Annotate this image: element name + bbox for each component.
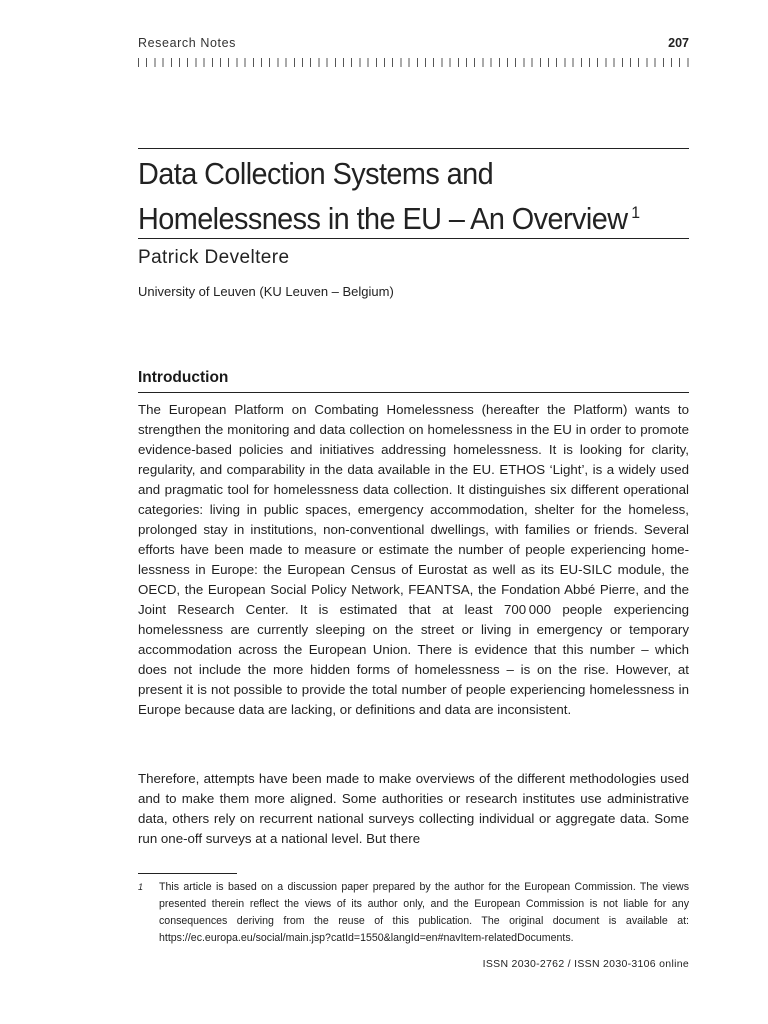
section-heading: Introduction [138, 369, 229, 386]
author-affiliation: University of Leuven (KU Leuven – Belgium) [138, 284, 394, 299]
title-rule-top [138, 148, 689, 149]
footnote-text: This article is based on a discussion paper prepared by the author for the European Commission. The views presented therein reflect the views of its author only, and the European Commission is not liable for any consequences deriving from the reuse of this publication. The original document is available at: https://ec.europa.eu/social/main.jsp?catId=1550&langId=en#navItem-relatedDocuments. [159, 881, 689, 944]
page-number: 207 [668, 36, 689, 50]
running-head: Research Notes [138, 36, 237, 50]
article-title [138, 154, 659, 238]
title-line-2: Homelessness in the EU – An Overview [138, 201, 628, 236]
body-paragraph-1: The European Platform on Combating Homelessness (hereafter the Platform) wants to strengthen the monitoring and data collection on homelessness in the EU in order to promote evidence-based policies and initiatives addressing homelessness. It is looking for clarity, regularity, and comparability in the data available in the EU. ETHOS ‘Light’, is a widely used and pragmatic tool for homelessness data collection. It distinguishes six different operational categories: living in public spaces, emergency accommodation, shelter for the homeless, prolonged stay in institutions, non-conventional dwellings, with families or friends. Several efforts have been made to measure or estimate the number of people experiencing homelessness in Europe: the European Census of Eurostat as well as its EU-SILC module, the OECD, the European Social Policy Network, FEANTSA, the Fondation Abbé Pierre, and the Joint Research Center. It is estimated that at least 700 000 people experiencing homelessness are currently sleeping on the street or living in emergency or temporary accommodation across the European Union. There is evidence that this number – which does not include the more hidden forms of homelessness – is on the rise. However, at present it is not possible to provide the total number of people experiencing homelessness in Europe because data are lacking, or definitions and data are inconsistent. [138, 402, 689, 717]
body-paragraph-2: Therefore, attempts have been made to make overviews of the different methodologies used and to make them more aligned. Some authorities or research institutes use administrative data, others rely on recurrent national surveys collecting individual or aggregate data. Some run one-off surveys at a national level. But there [138, 771, 689, 846]
footnote-mark: 1 [138, 882, 144, 892]
title-rule-bottom [138, 238, 689, 239]
decorative-tick-rule [138, 58, 689, 67]
page-header [138, 36, 689, 52]
footnote-rule [138, 873, 237, 874]
issn-footer: ISSN 2030-2762 / ISSN 2030-3106 online [482, 958, 689, 970]
title-footnote-mark[interactable]: 1 [631, 203, 640, 222]
footnote [138, 879, 689, 947]
title-line-1: Data Collection Systems and [138, 156, 494, 191]
section-rule [138, 392, 689, 393]
author-name: Patrick Develtere [138, 247, 290, 268]
